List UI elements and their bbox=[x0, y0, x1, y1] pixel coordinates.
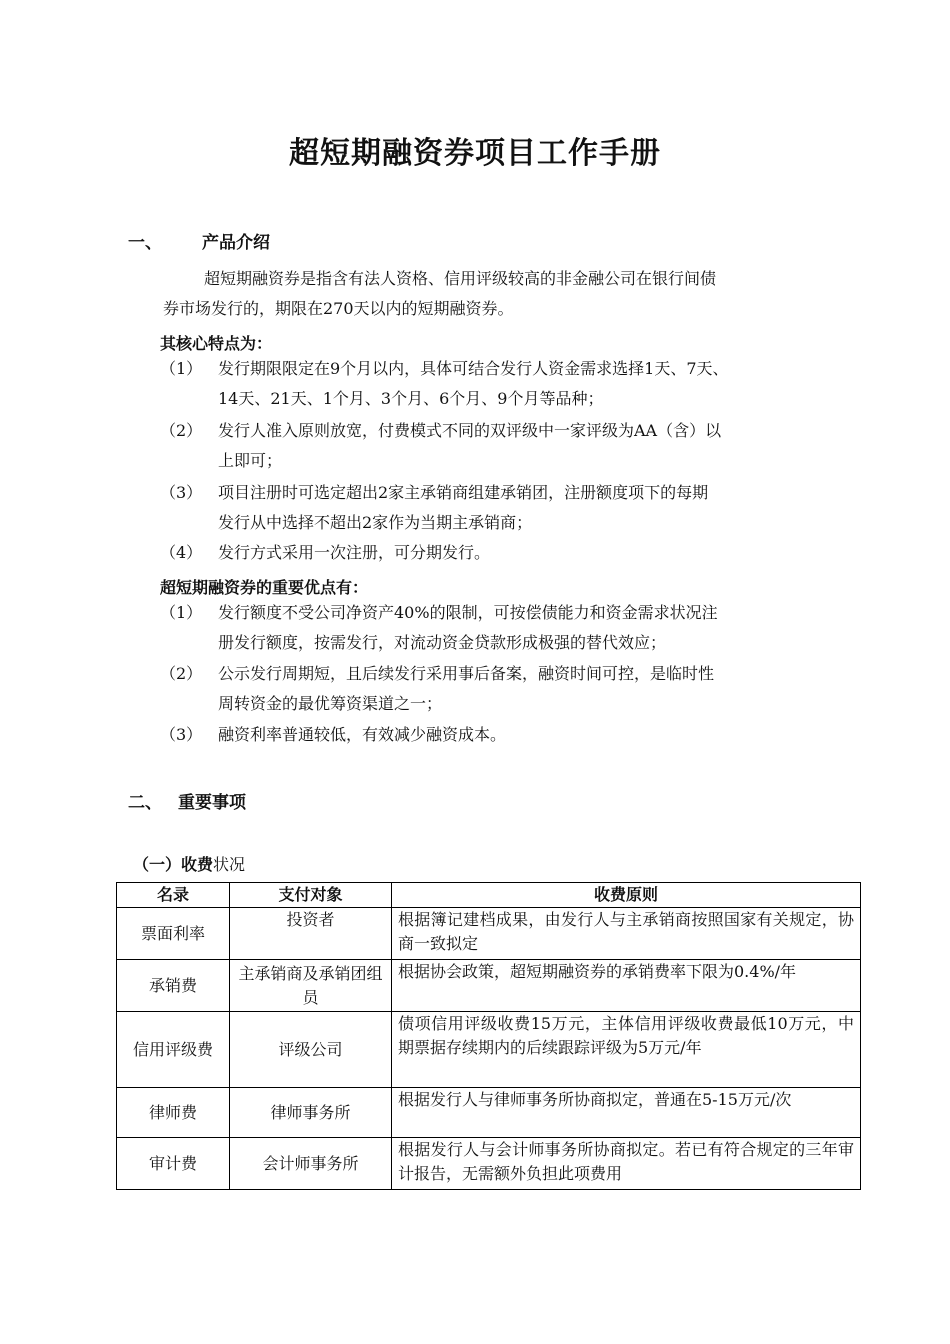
advantage-item-line: 融资利率普通较低，有效减少融资成本。 bbox=[218, 725, 507, 744]
advantages-heading: 超短期融资券的重要优点有： bbox=[160, 578, 369, 597]
fee-rule-cell: 根据协会政策，超短期融资券的承销费率下限为0.4%/年 bbox=[392, 960, 861, 1012]
fee-name-cell: 律师费 bbox=[117, 1088, 230, 1138]
fee-name-cell: 审计费 bbox=[117, 1138, 230, 1190]
section-2-title: 重要事项 bbox=[178, 793, 246, 813]
advantage-item-line: 周转资金的最优筹资渠道之一； bbox=[218, 694, 443, 713]
advantage-item-index: （1） bbox=[160, 603, 203, 622]
section-1-heading bbox=[128, 228, 270, 253]
fees-subheading-normal: 状况 bbox=[213, 855, 246, 874]
table-row bbox=[117, 1138, 861, 1190]
core-item-4 bbox=[160, 538, 850, 568]
advantage-item-index: （2） bbox=[160, 664, 203, 683]
table-row bbox=[117, 1088, 861, 1138]
fee-payee-cell: 投资者 bbox=[230, 908, 392, 960]
fee-rule-cell: 根据发行人与会计师事务所协商拟定。若已有符合规定的三年审计报告，无需额外负担此项费用 bbox=[392, 1138, 861, 1190]
core-item-line: 项目注册时可选定超出2家主承销商组建承销团，注册额度项下的每期 bbox=[218, 483, 709, 502]
core-item-3 bbox=[160, 478, 850, 538]
fee-payee-cell: 评级公司 bbox=[230, 1012, 392, 1088]
fee-name-cell: 票面利率 bbox=[117, 908, 230, 960]
section-2-number: 二、 bbox=[128, 793, 162, 813]
advantage-item-line: 公示发行周期短，且后续发行采用事后备案，融资时间可控，是临时性 bbox=[218, 664, 715, 683]
column-header: 收费原则 bbox=[392, 883, 861, 908]
advantage-item-line: 册发行额度，按需发行，对流动资金贷款形成极强的替代效应； bbox=[218, 633, 667, 652]
advantage-item-index: （3） bbox=[160, 725, 203, 744]
fee-rule-cell: 根据簿记建档成果，由发行人与主承销商按照国家有关规定，协商一致拟定 bbox=[392, 908, 861, 960]
fees-subheading-bold: （一）收费 bbox=[133, 855, 214, 874]
core-item-index: （4） bbox=[160, 543, 203, 562]
section-1-number: 一、 bbox=[128, 233, 162, 253]
fee-name-cell: 信用评级费 bbox=[117, 1012, 230, 1088]
column-header: 支付对象 bbox=[230, 883, 392, 908]
intro-line-1: 超短期融资券是指含有法人资格、信用评级较高的非金融公司在银行间债 bbox=[204, 269, 717, 288]
table-row bbox=[117, 1012, 861, 1088]
section-1-title: 产品介绍 bbox=[202, 233, 270, 253]
fees-subheading bbox=[133, 852, 245, 875]
fee-name-cell: 承销费 bbox=[117, 960, 230, 1012]
section-2-heading bbox=[128, 788, 246, 813]
advantage-item-2 bbox=[160, 659, 850, 719]
table-row bbox=[117, 960, 861, 1012]
core-item-line: 发行从中选择不超出2家作为当期主承销商； bbox=[218, 513, 533, 532]
core-item-line: 发行方式采用一次注册，可分期发行。 bbox=[218, 543, 491, 562]
core-item-1 bbox=[160, 354, 850, 414]
fee-payee-cell: 律师事务所 bbox=[230, 1088, 392, 1138]
core-item-line: 上即可； bbox=[218, 451, 283, 470]
document-title: 超短期融资券项目工作手册 bbox=[289, 136, 661, 171]
core-item-index: （3） bbox=[160, 483, 203, 502]
core-item-line: 14天、21天、1个月、3个月、6个月、9个月等品种； bbox=[218, 389, 604, 408]
core-item-2 bbox=[160, 416, 850, 476]
advantage-item-3 bbox=[160, 720, 850, 750]
core-item-index: （2） bbox=[160, 421, 203, 440]
fees-table bbox=[116, 882, 861, 1190]
intro-line-2: 券市场发行的，期限在270天以内的短期融资券。 bbox=[163, 299, 514, 318]
advantage-item-1 bbox=[160, 598, 850, 658]
core-item-index: （1） bbox=[160, 359, 203, 378]
advantage-item-line: 发行额度不受公司净资产40%的限制，可按偿债能力和资金需求状况注 bbox=[218, 603, 718, 622]
fee-rule-cell: 债项信用评级收费15万元，主体信用评级收费最低10万元，中期票据存续期内的后续跟踪评级为5万元/年 bbox=[392, 1012, 861, 1088]
table-row bbox=[117, 908, 861, 960]
column-header: 名录 bbox=[117, 883, 230, 908]
fee-payee-cell: 主承销商及承销团组员 bbox=[230, 960, 392, 1012]
core-item-line: 发行人准入原则放宽，付费模式不同的双评级中一家评级为AA（含）以 bbox=[218, 421, 722, 440]
core-item-line: 发行期限限定在9个月以内，具体可结合发行人资金需求选择1天、7天、 bbox=[218, 359, 729, 378]
table-header-row bbox=[117, 883, 861, 908]
fee-payee-cell: 会计师事务所 bbox=[230, 1138, 392, 1190]
core-features-heading: 其核心特点为： bbox=[160, 334, 273, 353]
fee-rule-cell: 根据发行人与律师事务所协商拟定，普通在5-15万元/次 bbox=[392, 1088, 861, 1138]
